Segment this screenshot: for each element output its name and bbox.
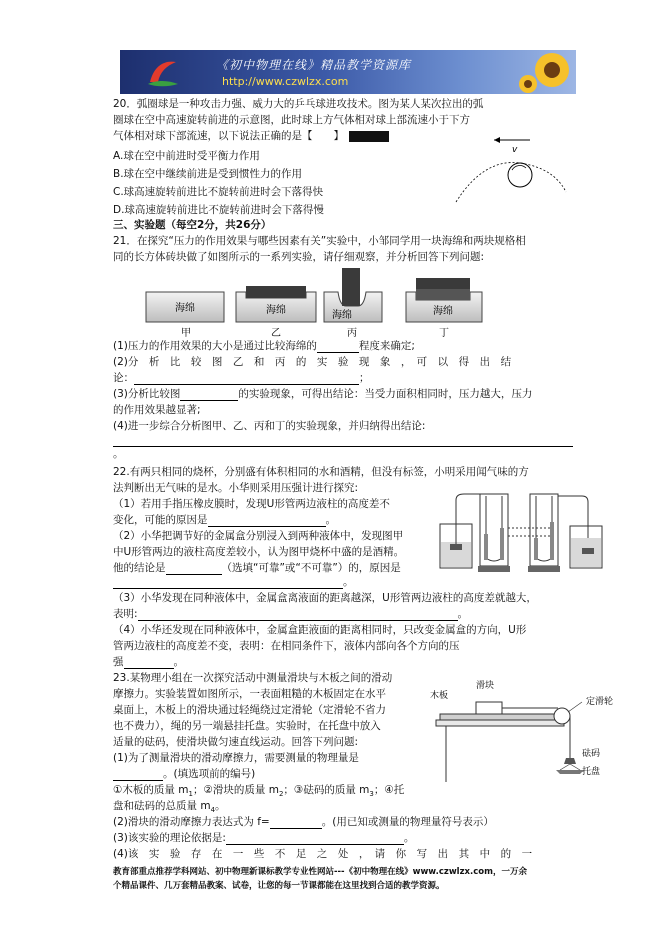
u-tube [486, 496, 502, 561]
sponge-label: 海绵 [175, 303, 195, 314]
pulley-label: 定滑轮 [586, 697, 614, 707]
q20-option-d: D.球高速旋转前进比不旋转前进时会下落得慢 [113, 204, 324, 216]
weight-label: 砝码 [582, 749, 601, 759]
panel-label: 甲 [181, 328, 191, 339]
liquid-column [484, 534, 488, 560]
q23-options-line1 [113, 784, 404, 801]
q23-line5: 适量的砝码，使滑块做匀速直线运动。回答下列问题: [113, 736, 359, 748]
q22-s2-line3 [113, 562, 401, 575]
q21-part3-line2: 的作用效果越显著; [113, 404, 201, 416]
q22-s3-blank[interactable] [138, 609, 458, 621]
q23-a3-end: 。 [403, 832, 415, 844]
q22-s3-line2 [113, 608, 468, 621]
q23-a1-line1: (1)为了测量滑块的滑动摩擦力，需要测量的物理量是 [113, 752, 359, 764]
q23-line3: 桌面上，木板上的滑块通过轻绳绕过定滑轮（定滑轮不省力 [113, 704, 386, 716]
sponge-label: 海绵 [433, 306, 453, 317]
footer-line1: 教育部重点推荐学科网站、初中物理新课标教学专业性网站---《初中物理在线》www.czwlzx.com，一万余 [113, 867, 527, 877]
tray-label: 托盘 [582, 767, 601, 777]
q23-a1-line2 [113, 768, 255, 781]
q23-a2-hint: 。(用已知或测量的物理量符号表示） [321, 816, 494, 828]
q23-option-1-subscript: 1 [188, 790, 193, 799]
q21-sponge-figure [140, 266, 520, 342]
q23-option-1: ①木板的质量 m [113, 784, 189, 796]
q21-end: 。 [113, 448, 124, 460]
q21-part1-blank[interactable] [317, 341, 359, 353]
q23-option-4-subscript: 4 [210, 806, 216, 815]
rubber-tube [456, 494, 486, 544]
q22-s2-line2: 中U形管两边的液柱高度差较小，认为图甲烧杯中盛的是酒精。 [113, 546, 405, 558]
q23-a3 [113, 832, 414, 845]
stand-base [528, 566, 560, 572]
q21-part3-label: (3)分析比较图 [113, 388, 181, 400]
q23-option-4: ；④托 [373, 784, 405, 796]
header-banner [120, 50, 576, 94]
answer-redaction [349, 131, 389, 142]
panel-yi [236, 286, 316, 339]
q22-line2: 法判断出无气味的是水。小华则采用压强计进行探究: [113, 482, 359, 494]
q23-options-line2 [113, 800, 226, 817]
q22-s3-end: 。 [457, 608, 469, 620]
q23-a1-blank[interactable] [113, 769, 163, 781]
q22-s4-line3 [113, 656, 184, 669]
logo-swirl-icon [146, 56, 180, 88]
q21-line2: 同的长方体砖块做了如图所示的一系列实验，请仔细观察，并分析回答下列问题: [113, 251, 485, 263]
panel-label: 丁 [439, 328, 449, 339]
q23-a1-hint: 。(填选项前的编号) [163, 768, 256, 780]
sponge-label: 海绵 [266, 305, 286, 316]
q22-s2-line4 [113, 576, 354, 589]
liquid-column [550, 522, 554, 560]
q23-option-2: ；②滑块的质量 m [192, 784, 279, 796]
q21-part2-end: ； [359, 372, 370, 384]
panel-bing [324, 268, 382, 339]
ball-icon [508, 163, 532, 187]
velocity-label: v [512, 145, 518, 155]
q21-part2-blank[interactable] [134, 373, 359, 385]
footer-line2: 个精品课件、几万套精品教案、试卷，让您的每一节课都能在这里找到合适的教学资源。 [113, 881, 445, 891]
probe-icon [582, 548, 594, 554]
q21-part3-line1 [113, 388, 532, 401]
board-label: 木板 [430, 691, 449, 701]
q23-a2 [113, 816, 494, 829]
sunflower-icon [516, 50, 574, 94]
q21-part1 [113, 340, 415, 353]
q22-s1-blank[interactable] [208, 515, 326, 527]
tray-string [560, 764, 570, 770]
q22-s4-label: 强 [113, 656, 124, 668]
q22-s2-line1: （2）小华把调节好的金属盒分别浸入到两种液体中，发现图甲 [113, 530, 404, 542]
wood-board [440, 714, 558, 720]
spin-arrow-icon [512, 166, 526, 170]
q23-option-4-text: 盘和砝码的总质量 m [113, 800, 211, 812]
q23-option-2-subscript: 2 [278, 790, 284, 799]
q21-part4-blank[interactable] [113, 446, 573, 447]
q23-option-3-subscript: 3 [369, 790, 374, 799]
tray-string [570, 764, 580, 770]
probe-icon [450, 544, 462, 550]
q21-part1-text-end: 程度来确定; [358, 340, 415, 352]
q20-line2: 圈球在空中高速旋转前进的示意图，此时球上方气体相对球上部流速小于下方 [113, 114, 470, 126]
panel-label: 乙 [271, 328, 281, 339]
q22-s3-line1: （3）小华发现在同种液体中，金属盒离液面的距离越深，U形管两边液柱的高度差就越大， [113, 592, 537, 604]
table-top [436, 720, 564, 726]
q21-part4: (4)进一步综合分析图甲、乙、丙和丁的实验现象，并归纳得出结论: [113, 420, 426, 432]
velocity-arrowhead-icon [494, 137, 500, 143]
q22-s1-line1: （1）若用手指压橡皮膜时，发现U形管两边液柱的高度差不 [113, 498, 390, 510]
panel-label: 丙 [347, 328, 357, 339]
q21-part2-line1: (2)分 析 比 较 图 乙 和 丙 的 实 验 现 象 ， 可 以 得 出 结 [113, 356, 512, 368]
q22-s2-blank1[interactable] [166, 563, 222, 575]
q21-part1-text: (1)压力的作用效果的大小是通过比较海绵的 [113, 340, 317, 352]
brick [342, 268, 360, 306]
q23-a3-blank[interactable] [226, 833, 404, 845]
q22-line1: 22.有两只相同的烧杯，分别盛有体积相同的水和酒精，但没有标签，小明采用闻气味的方 [113, 466, 529, 478]
q22-s2-text: （选填“可靠”或“不可靠”）的，原因是 [221, 562, 401, 574]
q22-s2-label: 他的结论是 [113, 562, 166, 574]
brick [246, 286, 306, 298]
block-label: 滑块 [476, 681, 495, 691]
q23-line2: 摩擦力。实验装置如图所示，一表面粗糙的木板固定在水平 [113, 688, 386, 700]
banner-url[interactable]: http://www.czwlzx.com [222, 75, 349, 88]
q23-friction-figure [430, 678, 630, 786]
q22-s4-end: 。 [173, 656, 184, 668]
q20-option-a: A.球在空中前进时受平衡力作用 [113, 150, 260, 162]
q22-s2-end: 。 [343, 576, 354, 588]
setup-jia [440, 494, 510, 572]
q23-line1: 23.某物理小组在一次探究活动中测量滑块与木板之间的滑动 [113, 672, 393, 684]
q20-line1: 20．弧圈球是一种攻击力强、威力大的乒乓球进攻技术。图为某人某次拉出的弧 [113, 98, 484, 110]
q21-part3-text: 的实验现象，可得出结论：当受力面积相同时，压力越大，压力 [238, 388, 533, 400]
q20-option-b: B.球在空中继续前进是受到惯性力的作用 [113, 168, 303, 180]
section-heading: 三、实验题（每空2分，共26分） [113, 219, 272, 231]
q23-line4: 也不费力），绳的另一端悬挂托盘。实验时，在托盘中放入 [113, 720, 381, 732]
tray-icon [556, 770, 584, 774]
q20-line3: 气体相对球下部流速，以下说法正确的是【 】 [113, 130, 344, 142]
q20-option-c: C.球高速旋转前进比不旋转前进时会下落得快 [113, 186, 324, 198]
panel-ding [406, 278, 482, 339]
brick-bottom [416, 289, 470, 300]
q23-option-4-end: 。 [215, 800, 226, 812]
q23-a3-label: (3)该实验的理论依据是: [113, 832, 226, 844]
q22-s4-line1: （4）小华还发现在同种液体中，金属盒距液面的距离相同时，只改变金属盒的方向，U形 [113, 624, 527, 636]
banner-title: 《初中物理在线》精品教学资源库 [216, 58, 412, 72]
q22-pressure-gauge-figure [434, 492, 604, 582]
q23-option-3: ；③砝码的质量 m [283, 784, 370, 796]
q22-s1-end: 。 [325, 514, 336, 526]
q22-s4-blank[interactable] [124, 657, 174, 669]
q23-a2-blank[interactable] [270, 817, 322, 829]
liquid-column [534, 538, 538, 560]
pulley-leader [568, 702, 582, 712]
pulley-icon [554, 708, 570, 724]
setup-yi [528, 494, 602, 572]
q22-s3-label: 表明: [113, 608, 138, 620]
weight-icon [564, 758, 576, 764]
q21-part3-blank[interactable] [180, 389, 238, 401]
q22-s4-line2: 管两边液柱的高度差不变，表明：在相同条件下，液体内部向各个方向的压 [113, 640, 460, 652]
stand-base [478, 566, 510, 572]
q22-s1-line2 [113, 514, 336, 527]
q21-part2-label: 论： [113, 372, 134, 384]
liquid-column [500, 528, 504, 560]
sponge-label: 海绵 [332, 310, 352, 321]
q22-s2-blank2[interactable] [113, 577, 343, 589]
q20-ball-diagram [454, 130, 569, 210]
brick-top [416, 278, 470, 289]
q21-line1: 21．在探究“压力的作用效果与哪些因素有关”实验中，小邹同学用一块海绵和两块规格相 [113, 235, 526, 247]
q23-a4: (4)该 实 验 存 在 一 些 不 足 之 处 ， 请 你 写 出 其 中 的 一 [113, 848, 533, 860]
panel-jia [146, 292, 224, 339]
q23-a2-label: (2)滑块的滑动摩擦力表达式为 f= [113, 816, 270, 828]
slider-block [476, 702, 502, 714]
q21-part2-line2 [113, 372, 370, 385]
q22-s1-label: 变化，可能的原因是 [113, 514, 208, 526]
